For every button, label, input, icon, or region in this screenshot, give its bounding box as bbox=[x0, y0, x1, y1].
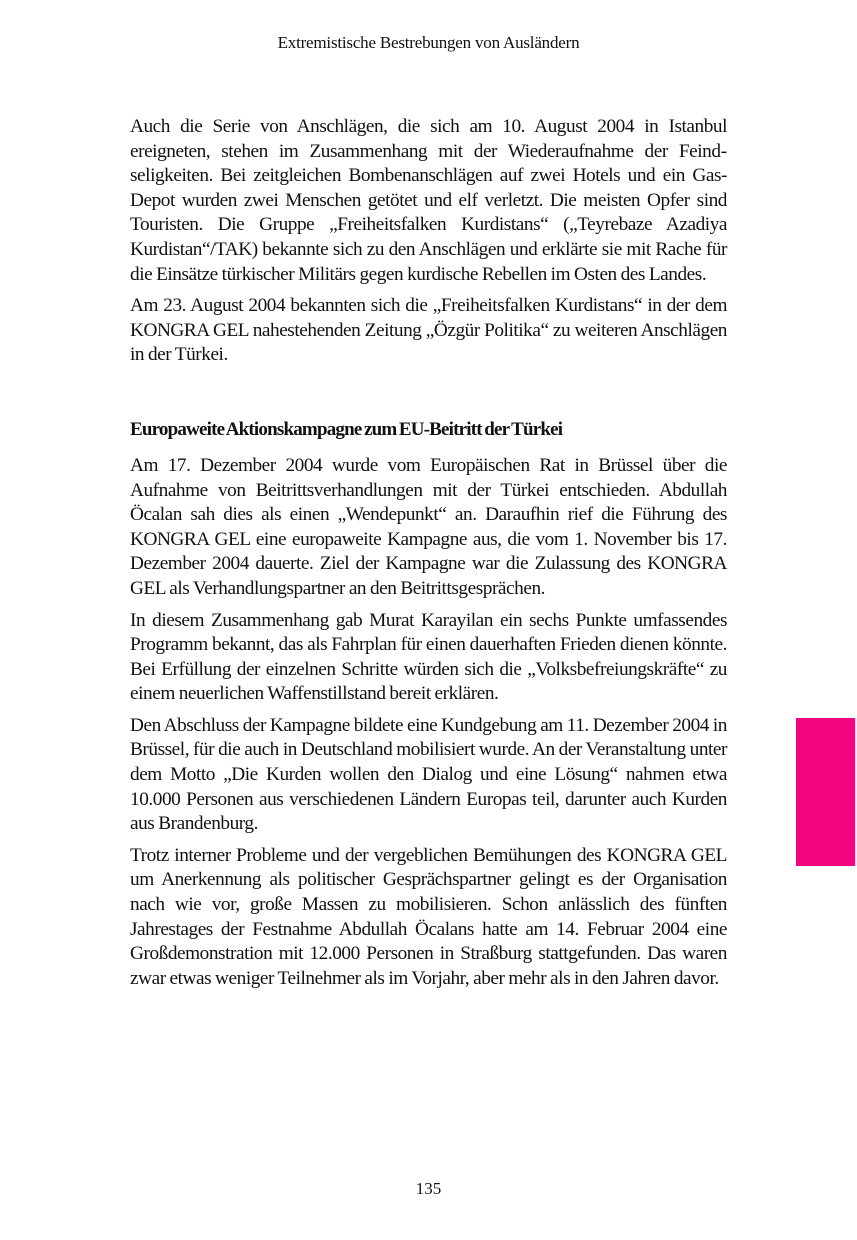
paragraph-mobilisation: Trotz interner Probleme und der vergeblichen Bemühungen des KONGRA GEL um Anerkennung als politischer Gesprächspartner gelingt es der Organisation nach wie vor, große Massen zu mobilisieren. Schon anlässlich des fünften Jahrestages der Festnahme Abdullah Öcalans hatte am 14. Februar 2004 eine Großdemonstration mit 12.000 Personen in Straßburg stattgefunden. Das waren zwar etwas weniger Teilnehmer als im Vorjahr, aber mehr als in den Jahren davor. bbox=[130, 844, 727, 989]
paragraph-istanbul-attacks: Auch die Serie von Anschlägen, die sich am 10. August 2004 in Istanbul ereigneten, stehen im Zusammenhang mit der Wiederaufnahme der Feindseligkeiten. Bei zeitgleichen Bombenanschlägen auf zwei Hotels und ein Gas-Depot wurden zwei Menschen getötet und elf verletzt. Die meisten Opfer sind Touristen. Die Gruppe „Freiheitsfalken Kurdistans“ („Teyrebaze Azadiya Kurdistan“/TAK) bekannte sich zu den Anschlägen und erklärte sie mit Rache für die Einsätze türkischer Militärs gegen kurdische Rebellen im Osten des Landes. bbox=[130, 116, 727, 285]
chapter-thumb-tab bbox=[796, 718, 855, 866]
section-heading: Europaweite Aktionskampagne zum EU-Beitritt der Türkei bbox=[130, 418, 563, 440]
paragraph-brussels-rally: Den Abschluss der Kampagne bildete eine Kundgebung am 11. Dezember 2004 in Brüssel, für die auch in Deutschland mobilisiert wurde. An der Veranstaltung unter dem Motto „Die Kurden wollen den Dialog und eine Lösung“ nahmen etwa 10.000 Personen aus verschiedenen Ländern Europas teil, darunter auch Kurden aus Brandenburg. bbox=[130, 714, 727, 835]
page-content bbox=[130, 115, 727, 998]
page-number: 135 bbox=[415, 1179, 442, 1198]
paragraph-six-points: In diesem Zusammenhang gab Murat Karayilan ein sechs Punkte umfassendes Programm bekannt, das als Fahrplan für einen dauerhaften Frieden dienen könnte. Bei Erfüllung der einzelnen Schritte würden sich die „Volksbefreiungskräfte“ zu einem neuerlichen Waffenstillstand bereit erklären. bbox=[130, 609, 727, 705]
running-header: Extremistische Bestrebungen von Ausländern bbox=[277, 33, 580, 52]
paragraph-eu-council: Am 17. Dezember 2004 wurde vom Europäischen Rat in Brüssel über die Aufnahme von Beitrittsverhandlungen mit der Türkei entschieden. Abdullah Öcalan sah dies als einen „Wendepunkt“ an. Daraufhin rief die Führung des KONGRA GEL eine europaweite Kampagne aus, die vom 1. November bis 17. Dezember 2004 dauerte. Ziel der Kampagne war die Zulassung des KONGRA GEL als Verhandlungspartner an den Beitrittsgesprächen. bbox=[130, 454, 727, 599]
paragraph-tak-claim: Am 23. August 2004 bekannten sich die „Freiheitsfalken Kurdistans“ in der dem KONGRA GEL nahestehenden Zeitung „Özgür Politika“ zu weiteren Anschlägen in der Türkei. bbox=[130, 295, 727, 366]
